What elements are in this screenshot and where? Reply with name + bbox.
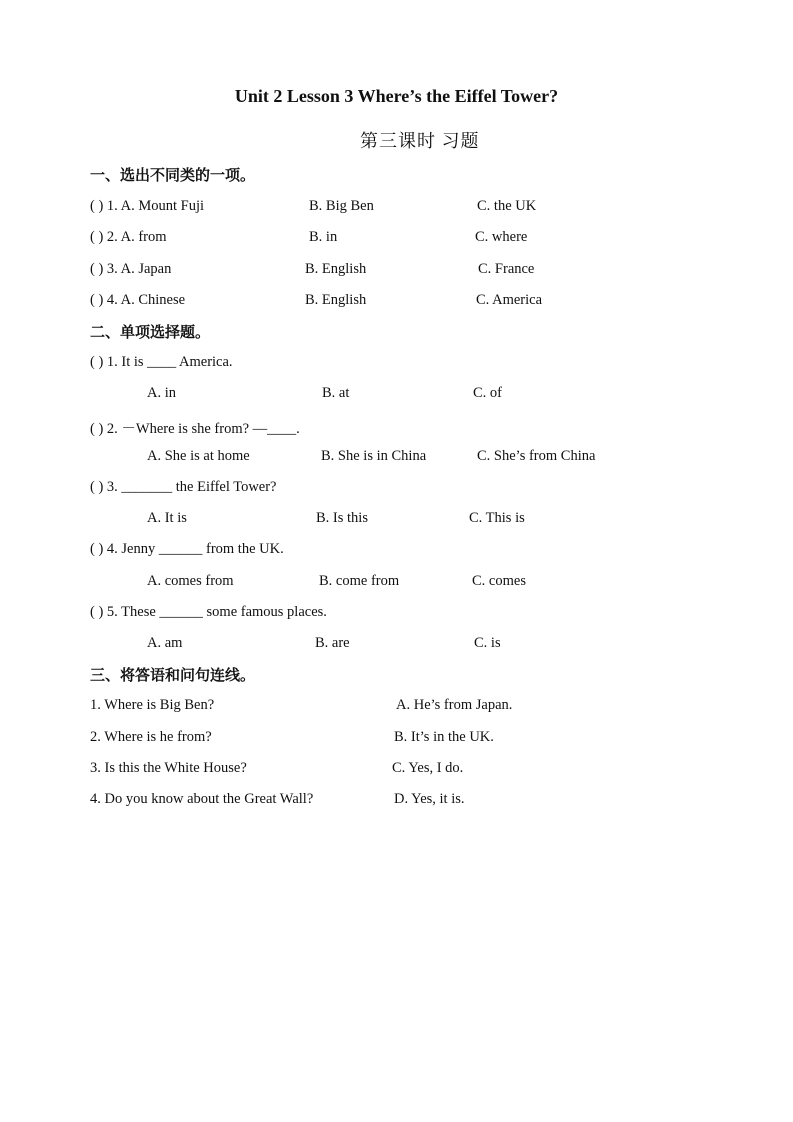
- s3-answer-d: D. Yes, it is.: [394, 791, 465, 807]
- page-title: Unit 2 Lesson 3 Where’s the Eiffel Tower?: [234, 86, 559, 106]
- section3-heading: 三、将答语和问句连线。: [90, 668, 256, 684]
- s2-q5-a: A. am: [147, 635, 183, 651]
- s2-q2-b: B. She is in China: [321, 448, 427, 464]
- s1-item-1-c: C. the UK: [477, 198, 537, 214]
- s3-question-3: 3. Is this the White House?: [90, 760, 247, 776]
- s2-q1: ( ) 1. It is ____ America.: [90, 354, 233, 370]
- s1-item-2-a: ( ) 2. A. from: [90, 229, 167, 245]
- s2-q4-b: B. come from: [319, 573, 400, 589]
- s2-q5: ( ) 5. These ______ some famous places.: [90, 604, 327, 620]
- s1-item-2-c: C. where: [475, 229, 528, 245]
- s3-question-1: 1. Where is Big Ben?: [90, 697, 215, 713]
- s2-q4: ( ) 4. Jenny ______ from the UK.: [90, 541, 284, 557]
- s2-q3-c: C. This is: [469, 510, 525, 526]
- s2-q3: ( ) 3. _______ the Eiffel Tower?: [90, 479, 277, 495]
- s1-item-4-a: ( ) 4. A. Chinese: [90, 292, 186, 308]
- s1-item-3-a: ( ) 3. A. Japan: [90, 261, 172, 277]
- s2-q5-b: B. are: [315, 635, 350, 651]
- s2-q1-c: C. of: [473, 385, 502, 401]
- s1-item-4-c: C. America: [476, 292, 543, 308]
- page-subtitle: 第三课时 习题: [360, 131, 480, 151]
- s1-item-1-b: B. Big Ben: [309, 198, 374, 214]
- s1-item-3-b: B. English: [305, 261, 367, 277]
- s1-item-3-c: C. France: [478, 261, 535, 277]
- s3-answer-b: B. It’s in the UK.: [394, 729, 494, 745]
- s2-q4-a: A. comes from: [147, 573, 234, 589]
- section2-heading: 二、单项选择题。: [90, 325, 211, 341]
- s2-q1-b: B. at: [322, 385, 350, 401]
- s2-q5-c: C. is: [474, 635, 501, 651]
- s2-q2-a: A. She is at home: [147, 448, 250, 464]
- s2-q4-c: C. comes: [472, 573, 526, 589]
- s1-item-1-a: ( ) 1. A. Mount Fuji: [90, 198, 204, 214]
- s1-item-2-b: B. in: [309, 229, 338, 245]
- s1-item-4-b: B. English: [305, 292, 367, 308]
- s3-answer-c: C. Yes, I do.: [392, 760, 464, 776]
- s3-question-2: 2. Where is he from?: [90, 729, 212, 745]
- s2-q2-c: C. She’s from China: [477, 448, 596, 464]
- s2-q2: ( ) 2. －Where is she from? —____.: [90, 421, 300, 437]
- s2-q3-a: A. It is: [147, 510, 187, 526]
- s2-q1-a: A. in: [147, 385, 176, 401]
- s3-question-4: 4. Do you know about the Great Wall?: [90, 791, 314, 807]
- s2-q3-b: B. Is this: [316, 510, 368, 526]
- section1-heading: 一、选出不同类的一项。: [90, 168, 256, 184]
- s3-answer-a: A. He’s from Japan.: [396, 697, 513, 713]
